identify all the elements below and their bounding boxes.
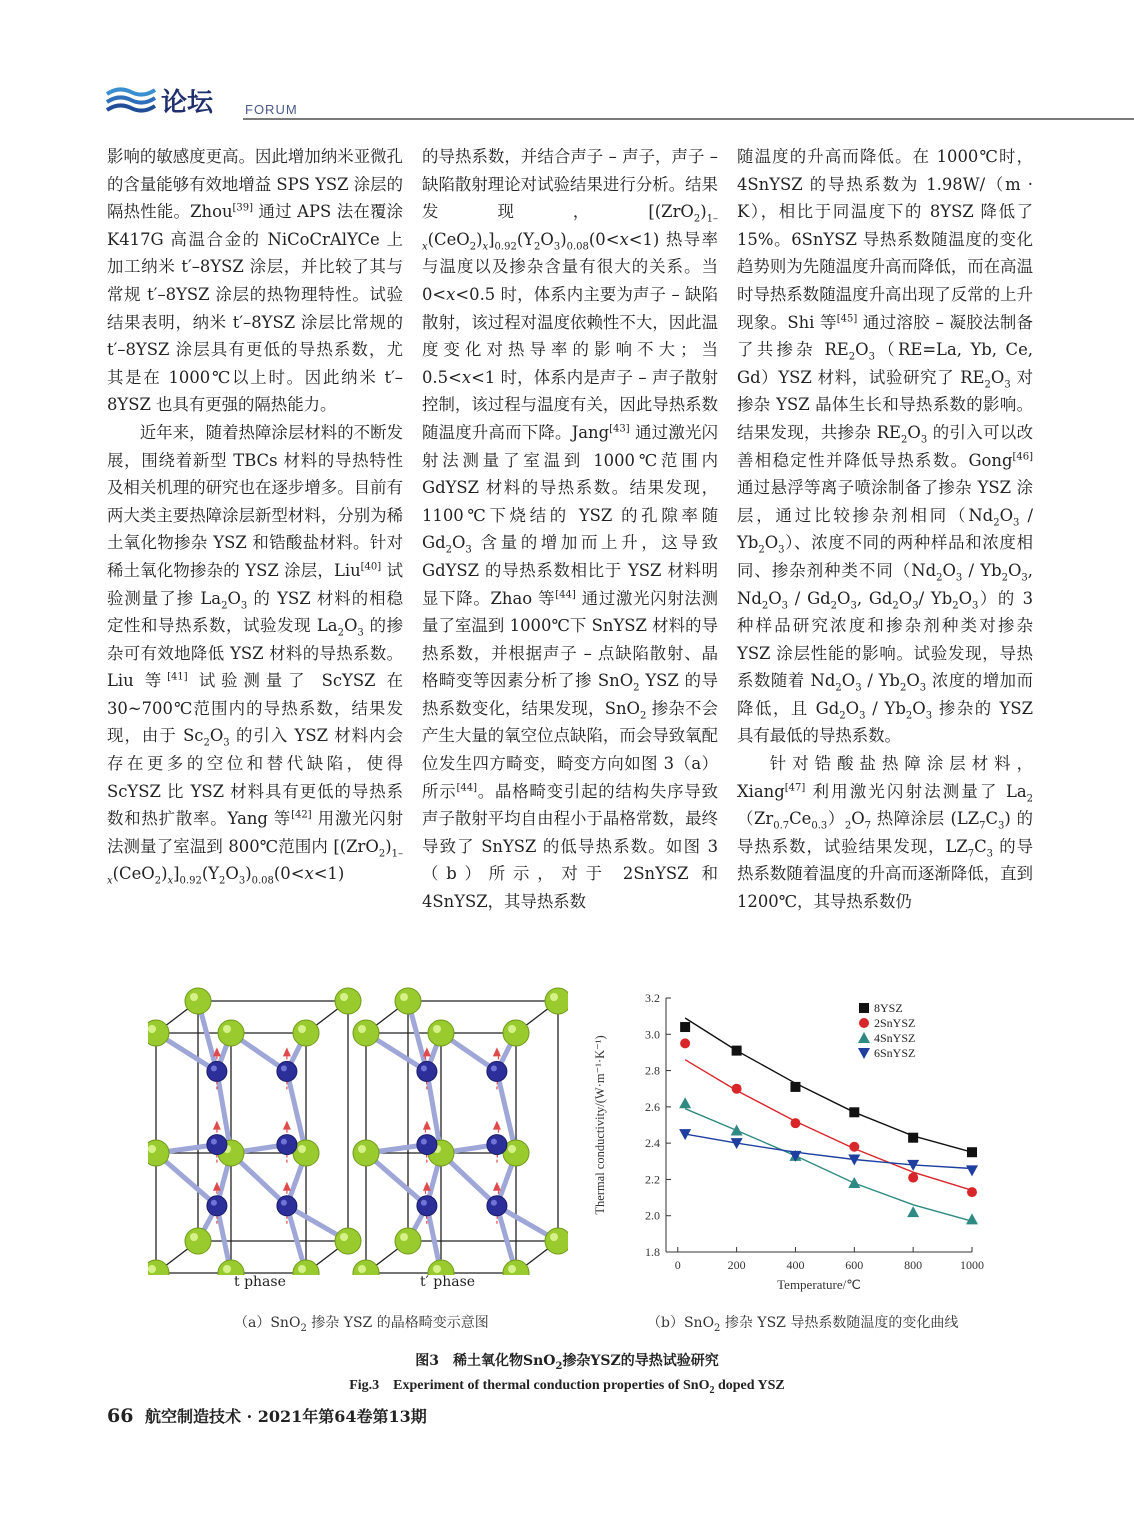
legend-marker [858, 1032, 870, 1043]
data-point [966, 1165, 978, 1176]
journal-info: 航空制造技术 · 2021年第64卷第13期 [145, 1407, 427, 1426]
atom-highlight [421, 1200, 427, 1206]
metal-atom [207, 1196, 227, 1216]
oxygen-atom [335, 988, 361, 1014]
legend-label: 2SnYSZ [874, 1016, 916, 1030]
y-tick-label: 2.6 [645, 1099, 660, 1114]
legend [858, 1001, 915, 1060]
oxygen-atom [293, 1260, 319, 1275]
oxygen-atom [293, 1020, 319, 1046]
y-tick-label: 3.2 [645, 991, 660, 1005]
text-column-2 [422, 143, 718, 916]
data-point [731, 1124, 743, 1135]
atom-highlight [148, 1265, 156, 1273]
oxygen-atom [395, 1228, 421, 1254]
oxygen-atom [148, 1020, 169, 1046]
data-point [680, 1038, 690, 1048]
atom-highlight [298, 1025, 306, 1033]
atom-highlight [400, 993, 408, 1001]
data-point [908, 1173, 918, 1183]
atom-highlight [491, 1139, 497, 1145]
oxygen-atom [395, 988, 421, 1014]
atom-highlight [211, 1065, 217, 1071]
atom-highlight [211, 1139, 217, 1145]
y-tick-label: 1.8 [645, 1245, 660, 1259]
oxygen-atom [218, 1260, 244, 1275]
atom-highlight [223, 1265, 231, 1273]
x-tick-label: 1000 [960, 1258, 984, 1272]
atom-highlight [550, 1233, 558, 1241]
oxygen-atom [335, 1228, 361, 1254]
y-tick-label: 2.8 [645, 1063, 660, 1078]
atom-highlight [550, 993, 558, 1001]
distortion-arrow-icon [283, 1182, 291, 1191]
oxygen-atom [185, 1228, 211, 1254]
data-point [680, 1022, 690, 1032]
fit-line [685, 1109, 972, 1222]
atom-highlight [281, 1065, 287, 1071]
atom-highlight [421, 1139, 427, 1145]
metal-atom [207, 1135, 227, 1155]
t-prime-phase-cell [353, 988, 568, 1275]
section-subtitle: FORUM [245, 102, 298, 117]
page-number: 66 [107, 1405, 134, 1427]
x-axis-label: Temperature/℃ [777, 1277, 861, 1292]
oxygen-atom [503, 1020, 529, 1046]
atom-highlight [281, 1200, 287, 1206]
subcaption-a: （a）SnO$_2$ 掺杂 YSZ 的晶格畸变示意图 [234, 1315, 489, 1334]
oxygen-atom [148, 1140, 169, 1166]
page-footer [107, 1404, 427, 1427]
legend-label: 4SnYSZ [874, 1031, 916, 1045]
crystal-structure-image [148, 985, 568, 1275]
data-point [908, 1133, 918, 1143]
data-point [732, 1084, 742, 1094]
distortion-arrow-icon [423, 1121, 431, 1130]
metal-atom [417, 1061, 437, 1081]
data-point [790, 1118, 800, 1128]
x-tick-label: 400 [786, 1258, 805, 1272]
paragraph: 随温度的升高而降低。在 1000℃时，4SnYSZ 的导热系数为 1.98W/（m · K），相比于同温度下的 8YSZ 降低了 15%。6SnYSZ 导热系数随温度的变化趋势则为先随温度升高而降低，而在高温时导热系数随温度升高出现了反常的上升现象。Shi 等[45] 通过溶胶 – 凝胶法制备了共掺杂 $RE_2O_3(RE=La$, Yb, Ce, Gd）YSZ 材料，试验研究了 $RE_2O_3$ 对掺杂 YSZ 晶体生长和导热系数的影响。结果发现，共掺杂 $RE_2O_3$ 的引入可以改善相稳定性并降低导热系数。Gong[46] 通过悬浮等离子喷涂制备了掺杂 YSZ 涂层，通过比较掺杂剂相同$(Nd_2O_3 / Yb_2O_3)$、浓度不同的两种样品和浓度相同、掺杂剂种类不同（$Nd_2O_3 / Yb_2O_3$, $Nd_2O_3 / Gd_2O_3$, $Gd_2O_3/$ $Yb_2O_3$）的 3 种样品研究浓度和掺杂剂种类对掺杂 YSZ 涂层性能的影响。试验发现，导热系数随着 $Nd_2O_3 / Yb_2O_3$ 浓度的增加而降低，且 $Gd_2O_3 / Yb_2O_3$ 掺杂的 YSZ 具有最低的导热系数。 [737, 147, 1034, 746]
data-point [732, 1046, 742, 1056]
oxygen-atom [353, 1140, 379, 1166]
atom-highlight [358, 1025, 366, 1033]
header-rule [243, 118, 1134, 120]
data-point [967, 1147, 977, 1157]
atom-highlight [211, 1200, 217, 1206]
metal-atom [487, 1061, 507, 1081]
atom-highlight [298, 1145, 306, 1153]
y-tick-label: 2.2 [645, 1172, 660, 1187]
atom-highlight [358, 1265, 366, 1273]
atom-highlight [400, 1233, 408, 1241]
distortion-arrow-icon [493, 1121, 501, 1130]
data-point [848, 1177, 860, 1188]
y-axis-label: Thermal conductivity/(W·m⁻¹·K⁻¹) [593, 1035, 607, 1215]
figure-caption-cn: 图3 稀土氧化物SnO$_2$掺杂YSZ的导热试验研究 [415, 1353, 719, 1372]
atom-highlight [281, 1139, 287, 1145]
oxygen-atom [428, 1020, 454, 1046]
metal-atom [417, 1196, 437, 1216]
atom-highlight [508, 1025, 516, 1033]
oxygen-atom [353, 1020, 379, 1046]
atom-highlight [340, 993, 348, 1001]
text-column-3 [737, 143, 1033, 916]
metal-atom [277, 1135, 297, 1155]
data-point [790, 1082, 800, 1092]
x-tick-label: 200 [727, 1258, 746, 1272]
x-tick-label: 600 [845, 1258, 864, 1272]
y-tick-label: 2.0 [645, 1208, 660, 1223]
oxygen-atom [503, 1260, 529, 1275]
distortion-arrow-icon [493, 1182, 501, 1191]
figure-3 [148, 985, 988, 1292]
fit-line [685, 1134, 972, 1168]
metal-atom [277, 1196, 297, 1216]
figure-caption-en: Fig.3 Experiment of thermal conduction properties of SnO$_2$ doped YSZ [349, 1378, 785, 1396]
data-point [679, 1097, 691, 1108]
legend-marker [859, 1003, 869, 1013]
atom-highlight [508, 1265, 516, 1273]
paragraph: 针对锆酸盐热障涂层材料，Xiang[47] 利用激光闪射法测量了 $La_2(Zr_{0.7}Ce_{0.3})_2O_7$ 热障涂层 $(LZ_7C_3)$ 的导热系数，试验结果发现，$LZ_7C_3$ 的导热系数随着温度的升高而逐渐降低，直到 1200℃，其导热系数仍 [737, 754, 1033, 912]
atom-highlight [223, 1025, 231, 1033]
atom-highlight [358, 1145, 366, 1153]
atom-highlight [148, 1145, 156, 1153]
metal-atom [487, 1196, 507, 1216]
paragraph: 影响的敏感度更高。因此增加纳米亚微孔的含量能够有效地增益 SPS YSZ 涂层的隔热性能。Zhou[39] 通过 APS 法在覆涂 K417G 高温合金的 NiCoCrAlYCe 上加工纳米 t′–8YSZ 涂层，并比较了其与常规 t′–8YSZ 涂层的热物理特性。试验结果表明，纳米 t′–8YSZ 涂层比常规的 t′–8YSZ 涂层具有更低的导热系数，尤其是在 1000℃以上时。因此纳米 t′–8YSZ 也具有更强的隔热能力。 [107, 147, 403, 415]
legend-label: 6SnYSZ [874, 1046, 916, 1060]
metal-atom [207, 1061, 227, 1081]
y-tick-label: 2.4 [645, 1136, 660, 1151]
data-point [966, 1213, 978, 1224]
atom-highlight [421, 1065, 427, 1071]
oxygen-atom [428, 1260, 454, 1275]
atom-highlight [190, 993, 198, 1001]
legend-marker [859, 1018, 869, 1028]
atom-highlight [433, 1265, 441, 1273]
waves-logo-icon [105, 86, 157, 116]
paragraph: 的导热系数，并结合声子 – 声子，声子 – 缺陷散射理论对试验结果进行分析。结果发现，$[(ZrO_2)_{1-x}(CeO_2)_x]_{0.92}(Y_2O_3)_{0.08}(0<x<1)$ 热导率与温度以及掺杂含量有很大的关系。当 0<x<0.5 时，体系内主要为声子 – 缺陷散射，该过程对温度依赖性不大，因此温度变化对热导率的影响不大；当 0.5<x<1 时，体系内是声子 – 声子散射控制，该过程与温度有关，因此导热系数随温度升高而下降。Jang[43] 通过激光闪射法测量了室温到 1000℃范围内 GdYSZ 材料的导热系数。结果发现，1100℃下烧结的 YSZ 的孔隙率随 $Gd_2O_3$ 含量的增加而上升，这导致 GdYSZ 的导热系数相比于 YSZ 材料明显下降。Zhao 等[44] 通过激光闪射法测量了室温到 1000℃下 SnYSZ 材料的导热系数，并根据声子 – 点缺陷散射、晶格畸变等因素分析了掺 SnO$_2$ YSZ 的导热系数变化，结果发现，SnO$_2$ 掺杂不会产生大量的氧空位点缺陷，而会导致氧配位发生四方畸变，畸变方向如图 3（a）所示[44]。晶格畸变引起的结构失序导致声子散射平均自由程小于晶格常数，最终导致了 SnYSZ 的低导热系数。如图 3（b）所示，对于 2SnYSZ 和 4SnYSZ，其导热系数 [422, 147, 719, 912]
t-phase-label: t phase [234, 1274, 286, 1290]
distortion-arrow-icon [283, 1121, 291, 1130]
series-2SnYSZ [680, 1038, 977, 1197]
oxygen-atom [353, 1260, 379, 1275]
metal-atom [487, 1135, 507, 1155]
atom-highlight [433, 1025, 441, 1033]
section-title: 论坛 [161, 88, 214, 118]
page-header [105, 80, 1134, 122]
thermal-conductivity-chart [588, 990, 988, 1295]
paragraph: 近年来，随着热障涂层材料的不断发展，围绕着新型 TBCs 材料的导热特性及相关机理的研究也在逐步增多。目前有两大类主要热障涂层新型材料，分别为稀土氧化物掺杂 YSZ 和锆酸盐材料。针对稀土氧化物掺杂的 YSZ 涂层，Liu[40] 试验测量了掺 $La_2O_3$ 的 YSZ 材料的相稳定性和导热系数，试验发现 $La_2O_3$ 的掺杂可有效地降低 YSZ 材料的导热系数。Liu 等[41] 试验测量了 ScYSZ 在 30~700℃范围内的导热系数，结果发现，由于 $Sc_2O_3$ 的引入 YSZ 材料内会存在更多的空位和替代缺陷，使得 ScYSZ 比 YSZ 材料具有更低的导热系数和热扩散率。Yang 等[42] 用激光闪射法测量了室温到 800℃范围内 $[(ZrO_2)_{1-x}(CeO_2)_x]_{0.92}(Y_2O_3)_{0.08}(0<x<1)$ [107, 422, 403, 887]
data-point [907, 1206, 919, 1217]
data-point [849, 1142, 859, 1152]
atom-highlight [298, 1265, 306, 1273]
metal-atom [417, 1135, 437, 1155]
distortion-arrow-icon [213, 1121, 221, 1130]
t-prime-phase-label: t′ phase [420, 1274, 476, 1290]
x-tick-label: 800 [904, 1258, 923, 1272]
atom-highlight [491, 1065, 497, 1071]
text-column-1 [107, 143, 403, 888]
oxygen-atom [218, 1020, 244, 1046]
legend-marker [858, 1048, 870, 1059]
metal-atom [277, 1061, 297, 1081]
x-tick-label: 0 [674, 1258, 681, 1272]
t-phase-cell [148, 988, 361, 1275]
legend-label: 8YSZ [874, 1001, 903, 1015]
oxygen-atom [545, 1228, 568, 1254]
subcaption-b: （b）SnO$_2$ 掺杂 YSZ 导热系数随温度的变化曲线 [647, 1315, 959, 1334]
data-point [849, 1107, 859, 1117]
distortion-arrow-icon [493, 1047, 501, 1056]
atom-highlight [491, 1200, 497, 1206]
y-tick-label: 3.0 [645, 1027, 660, 1042]
atom-highlight [508, 1145, 516, 1153]
data-point [967, 1187, 977, 1197]
oxygen-atom [545, 988, 568, 1014]
oxygen-atom [185, 988, 211, 1014]
series-4SnYSZ [679, 1097, 978, 1224]
distortion-arrow-icon [283, 1047, 291, 1056]
atom-highlight [190, 1233, 198, 1241]
atom-highlight [148, 1025, 156, 1033]
atom-highlight [340, 1233, 348, 1241]
